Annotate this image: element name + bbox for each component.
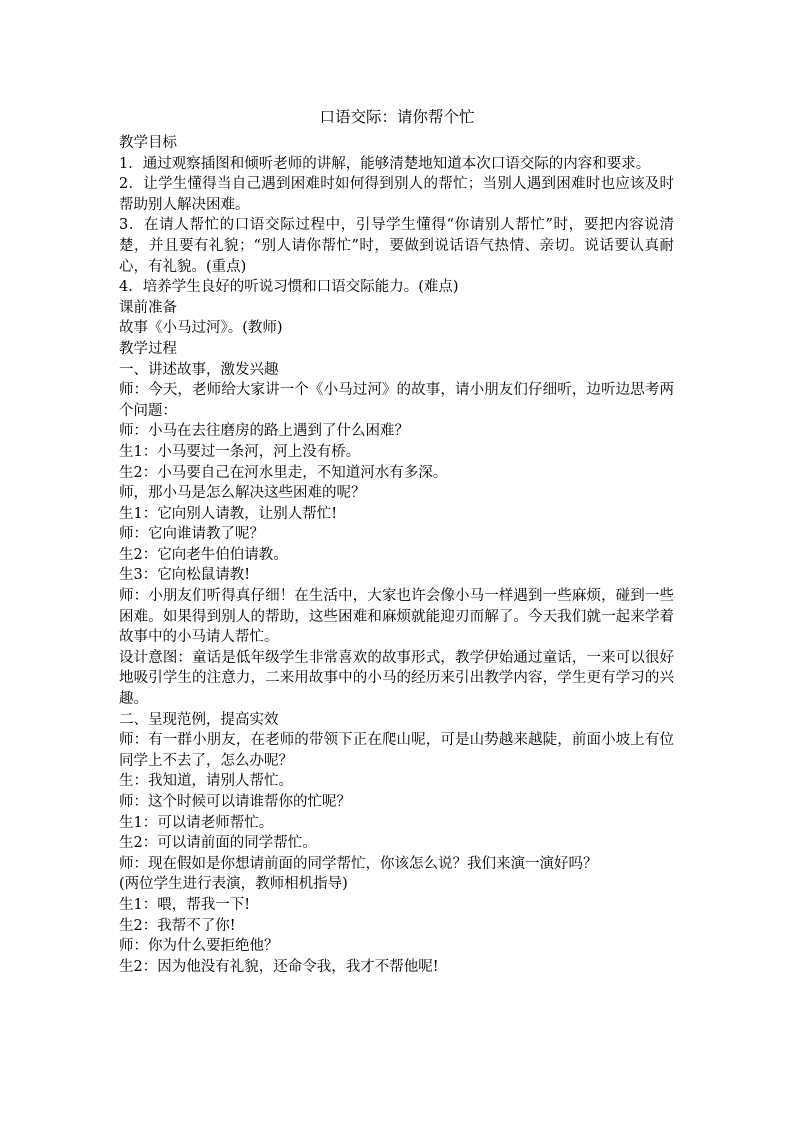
paragraph: 生2：我帮不了你! [119, 917, 236, 934]
paragraph: 生：我知道，请别人帮忙。 [119, 773, 293, 790]
paragraph: 生2：它向老牛伯伯请教。 [119, 546, 288, 563]
document-body [119, 133, 674, 977]
paragraph: 2．让学生懂得当自己遇到困难时如何得到别人的帮忙；当别人遇到困难时也应该及时帮助别人解决困难。 [119, 176, 674, 213]
paragraph: 生2：因为他没有礼貌，还命令我，我才不帮他呢! [119, 958, 439, 975]
paragraph: (两位学生进行表演，教师相机指导) [119, 876, 348, 893]
paragraph: 生2：小马要自己在河水里走，不知道河水有多深。 [119, 464, 448, 481]
paragraph: 教学过程 [119, 340, 177, 357]
paragraph: 生2：可以请前面的同学帮忙。 [119, 835, 317, 852]
paragraph: 课前准备 [119, 299, 177, 316]
paragraph: 师：这个时候可以请谁帮你的忙呢？ [119, 794, 351, 810]
paragraph: 教学目标 [119, 135, 177, 151]
paragraph: 师：小朋友们听得真仔细！在生活中，大家也许会像小马一样遇到一些麻烦，碰到一些困难。如果得到别人的帮助，这些困难和麻烦就能迎刃而解了。今天我们就一起来学着故事中的小马请人帮忙。 [119, 588, 674, 646]
paragraph: 生1：小马要过一条河，河上没有桥。 [119, 443, 361, 460]
paragraph: 师：它向谁请教了呢？ [119, 526, 264, 543]
paragraph: 生1：喂，帮我一下! [119, 896, 251, 913]
paragraph: 师，那小马是怎么解决这些困难的呢？ [119, 485, 366, 502]
paragraph: 3．在请人帮忙的口语交际过程中，引导学生懂得“你请别人帮忙”时，要把内容说清楚，并且要有礼貌；“别人请你帮忙”时，要做到说话语气热情、亲切。说话要认真耐心，有礼貌。(重点) [119, 217, 674, 275]
paragraph: 师：你为什么要拒绝他？ [119, 938, 279, 955]
paragraph: 二、呈现范例，提高实效 [119, 711, 279, 728]
paragraph: 师：今天，老师给大家讲一个《小马过河》的故事，请小朋友们仔细听，边听边思考两个问题： [119, 382, 674, 419]
paragraph: 故事《小马过河》。(教师) [119, 320, 283, 337]
document-title: 口语交际：请你帮个忙 [319, 108, 475, 126]
paragraph: 1．通过观察插图和倾听老师的讲解，能够清楚地知道本次口语交际的内容和要求。 [119, 155, 651, 172]
paragraph: 生1：它向别人请教，让别人帮忙! [119, 505, 338, 522]
paragraph: 4．培养学生良好的听说习惯和口语交际能力。(难点) [119, 279, 459, 296]
paragraph: 师：有一群小朋友，在老师的带领下正在爬山呢，可是山势越来越陡，前面小坡上有位同学上不去了，怎么办呢？ [119, 732, 674, 769]
paragraph: 师：现在假如是你想请前面的同学帮忙，你该怎么说？我们来演一演好吗？ [119, 855, 598, 872]
paragraph: 生3：它向松鼠请教! [119, 567, 251, 584]
paragraph: 生1：可以请老师帮忙。 [119, 814, 274, 831]
paragraph: 师：小马在去往磨房的路上遇到了什么困难？ [119, 423, 409, 440]
paragraph: 一、讲述故事，激发兴趣 [119, 361, 279, 378]
paragraph: 设计意图：童话是低年级学生非常喜欢的故事形式，教学伊始通过童话，一来可以很好地吸引学生的注意力，二来用故事中的小马的经历来引出教学内容，学生更有学习的兴趣。 [119, 649, 674, 708]
